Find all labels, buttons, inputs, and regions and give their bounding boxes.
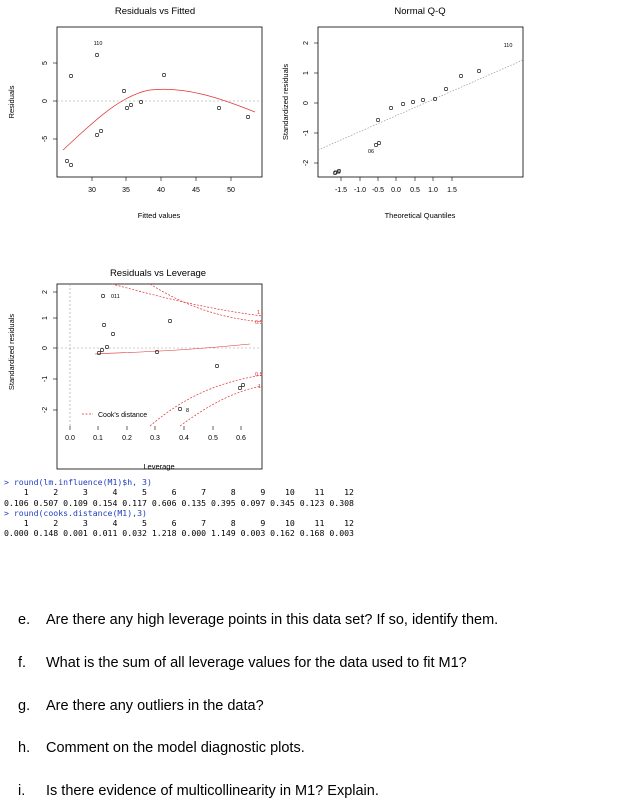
rvl-y-tick-label: 2 [42,290,49,294]
rvl-contour-label: 1 [257,310,261,316]
rvf-smooth-line [63,89,255,150]
rvl-legend [82,412,147,419]
data-point [95,53,98,56]
console-cooks-values: 0.000 0.148 0.001 0.011 0.032 1.218 0.000 1.149 0.003 0.162 0.168 0.003 [4,528,354,539]
data-point [241,383,244,386]
qq-x-label: Theoretical Quantiles [384,211,456,220]
data-point [99,129,102,132]
qq-x-tick-label: 1.0 [428,187,438,194]
data-point [122,89,125,92]
question-i [18,783,379,799]
data-point [97,351,100,354]
qq-y-tick-label: 1 [303,71,310,75]
rvl-contour-label: 0.5 [255,372,263,378]
data-point [102,323,105,326]
data-point [178,407,181,410]
question-text: Comment on the model diagnostic plots. [46,740,305,756]
rvf-y-ticks [42,61,57,142]
rvf-x-tick-label: 45 [192,187,200,194]
qq-frame [318,27,523,177]
residuals-vs-fitted-plot [0,0,300,235]
rvl-x-tick-label: 0.4 [179,435,189,442]
residuals-vs-leverage-plot [0,236,300,476]
question-letter: e. [18,612,31,628]
rvf-y-tick-label: 0 [42,99,49,103]
console-index-row: 1 2 3 4 5 6 7 8 9 10 11 12 [4,518,354,529]
rvf-frame [57,27,262,177]
rvl-point-label-low: 8 [186,408,190,414]
rvl-y-ticks [42,290,57,413]
rvl-title: Residuals vs Leverage [109,268,207,279]
data-point [459,74,462,77]
rvf-x-ticks [88,177,235,194]
data-point [95,133,98,136]
data-point [376,118,379,121]
data-point [217,106,220,109]
console-index-row: 1 2 3 4 5 6 7 8 9 10 11 12 [4,487,354,498]
rvl-y-tick-label: -2 [42,406,49,414]
data-point [389,106,392,109]
rvl-legend-label: Cook's distance [98,412,148,419]
question-text: Is there evidence of multicollinearity in M1? Explain. [46,783,379,799]
qq-y-label: Standardized residuals [281,63,290,141]
data-point [377,141,380,144]
rvl-contour-label: 1 [258,384,262,390]
data-point [411,100,414,103]
data-point [69,163,72,166]
data-point [101,294,104,297]
data-point [111,332,114,335]
question-letter: i. [18,783,26,799]
question-text: What is the sum of all leverage values for the data used to fit M1? [46,655,467,671]
qq-x-tick-label: -0.5 [371,187,385,194]
rvl-x-tick-label: 0.1 [93,435,103,442]
rvl-smooth-line [95,344,250,354]
rvf-x-tick-label: 35 [122,187,130,194]
rvl-y-tick-label: 0 [42,346,49,350]
data-point [421,98,424,101]
rvl-x-tick-label: 0.5 [208,435,218,442]
data-point [168,319,171,322]
cooks-contour-upper-1 [112,284,262,316]
question-g [18,698,264,714]
data-point [125,106,128,109]
qq-x-tick-label: -1.5 [334,187,348,194]
cooks-contour-lower-05 [150,375,262,426]
qq-y-tick-label: -1 [303,129,310,137]
question-letter: h. [18,740,31,756]
qq-x-tick-label: 1.5 [447,187,457,194]
r-console-output [4,477,354,539]
rvf-y-tick-label: -5 [42,135,49,143]
qq-y-ticks [303,41,318,166]
rvl-contour-label: 0.5 [255,320,263,326]
qq-y-tick-label: 0 [303,101,310,105]
rvl-y-tick-label: -1 [42,375,49,383]
qq-y-tick-label: -2 [303,159,310,167]
rvl-point-label-top: 011 [111,294,120,300]
question-h [18,740,305,756]
qq-point-label-low: 08 [333,170,341,176]
rvl-x-tick-label: 0.3 [150,435,160,442]
qq-point-label-top: 110 [503,43,513,49]
data-point [477,69,480,72]
normal-qq-plot [280,0,600,235]
qq-point-label-mid: 06 [367,149,375,155]
qq-y-tick-label: 2 [303,41,310,45]
rvl-x-ticks [65,426,246,442]
rvf-x-tick-label: 30 [88,187,96,194]
data-point [246,115,249,118]
qq-points [333,69,480,174]
rvf-x-label: Fitted values [137,211,181,220]
qq-x-tick-label: 0.0 [391,187,401,194]
data-point [215,364,218,367]
data-point [162,73,165,76]
data-point [401,102,404,105]
rvf-title: Residuals vs Fitted [114,6,196,17]
rvl-x-label: Leverage [143,462,175,471]
question-f [18,655,467,671]
console-command-leverage: > round(lm.influence(M1)$h, 3) [4,477,152,487]
data-point [69,74,72,77]
qq-x-tick-label: -1.0 [353,187,367,194]
cooks-contour-lower-1 [180,386,262,426]
rvf-points [65,53,249,166]
rvl-points [97,294,244,410]
rvf-y-label: Residuals [7,85,16,119]
rvl-y-tick-label: 1 [42,316,49,320]
question-letter: g. [18,698,31,714]
question-letter: f. [18,655,27,671]
qq-reference-line [318,60,523,150]
data-point [129,103,132,106]
rvl-x-tick-label: 0.2 [122,435,132,442]
qq-title: Normal Q-Q [394,6,446,17]
console-leverage-values: 0.106 0.507 0.109 0.154 0.117 0.606 0.135 0.395 0.097 0.345 0.123 0.308 [4,497,354,508]
data-point [444,87,447,90]
rvl-y-label: Standardized residuals [7,313,16,391]
rvf-x-tick-label: 40 [157,187,165,194]
question-text: Are there any outliers in the data? [46,698,264,714]
data-point [65,159,68,162]
rvf-x-tick-label: 50 [227,187,235,194]
question-e [18,612,498,628]
data-point [238,386,241,389]
cooks-contour-upper-05 [150,284,262,322]
data-point [100,348,103,351]
rvl-x-tick-label: 0.6 [236,435,246,442]
rvf-point-label: 110 [93,41,103,47]
rvl-x-tick-label: 0.0 [65,435,75,442]
qq-x-tick-label: 0.5 [410,187,420,194]
question-text: Are there any high leverage points in this data set? If so, identify them. [46,612,499,628]
console-command-cooks: > round(cooks.distance(M1),3) [4,507,147,518]
rvf-y-tick-label: 5 [42,61,49,65]
qq-x-ticks [335,177,457,194]
